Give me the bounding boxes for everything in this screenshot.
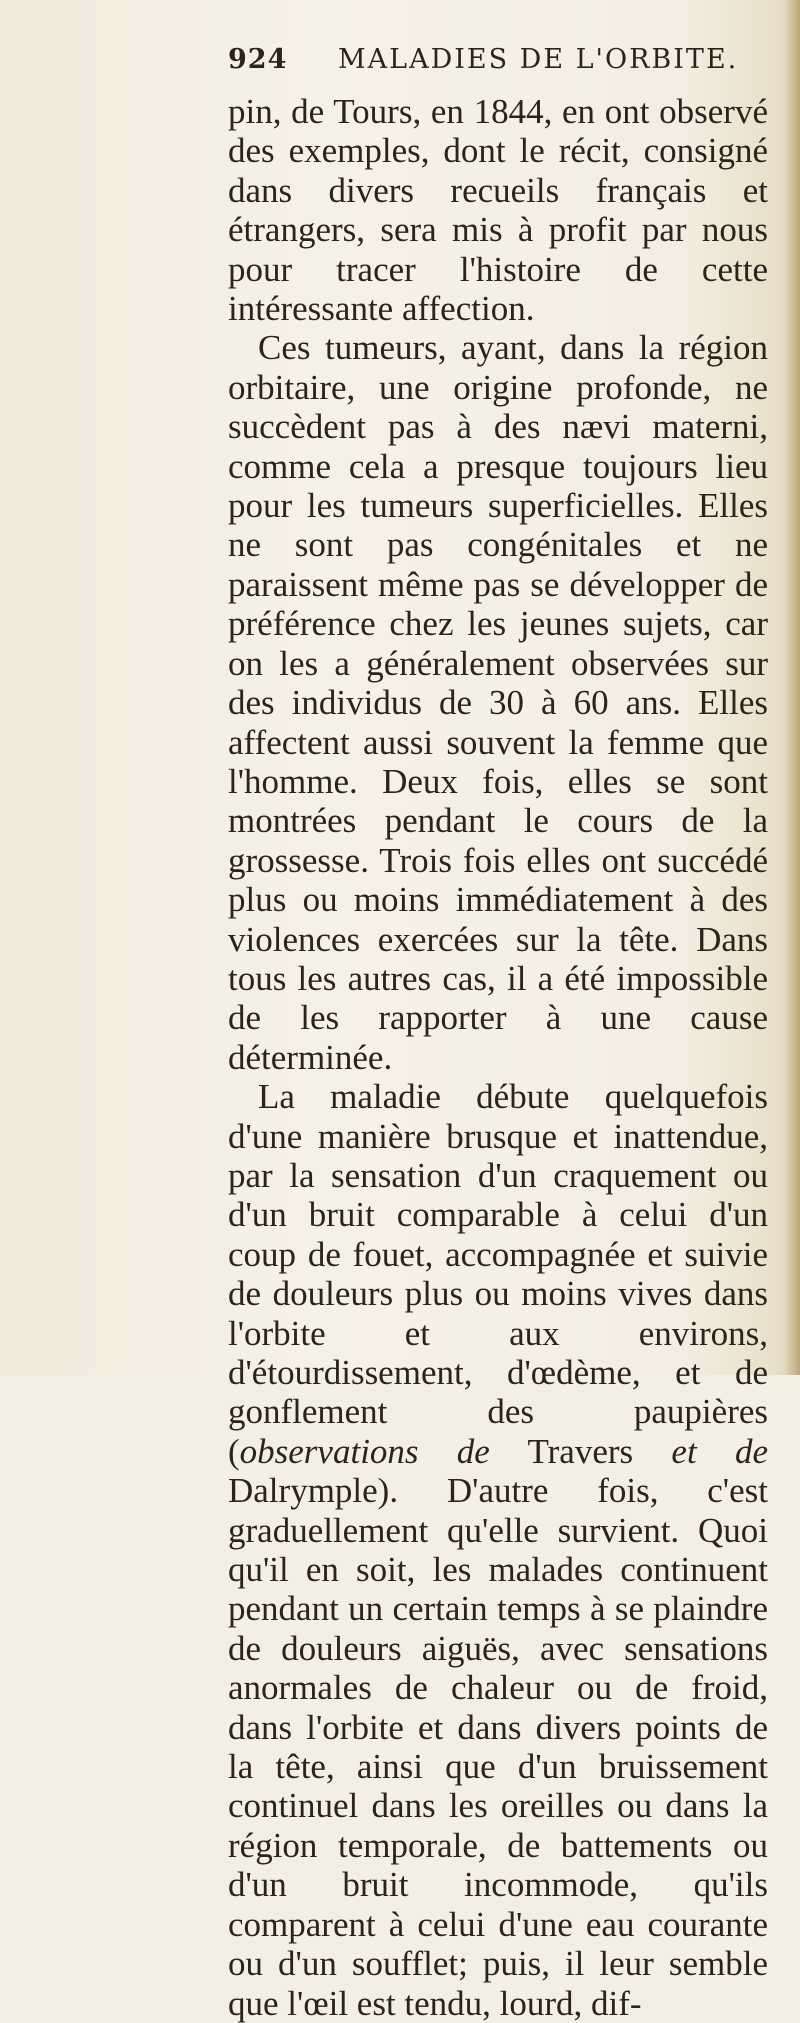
paragraph-2: Ces tumeurs, ayant, dans la région orbitaire, une origine profonde, ne succèdent pas à des nævi materni, comme cela a presque toujours lieu pour les tumeurs superficielles. Elles ne sont pas congénitales et ne paraissent même pas se développer de préférence chez les jeunes sujets, car on les a généralement observées sur des individus de 30 à 60 ans. Elles affectent aussi souvent la femme que l'homme. Deux fois, elles se sont montrées pendant le cours de la grossesse. Trois fois elles ont succédé plus ou moins immédiatement à des violences exercées sur la tête. Dans tous les autres cas, il a été impossible de les rapporter à une cause déterminée.: [228, 328, 768, 1077]
paragraph-3-italic: observations de: [239, 1431, 490, 1471]
paragraph-3-end: Dalrymple). D'autre fois, c'est graduellement qu'elle survient. Quoi qu'il en soit, les malades continuent pendant un certain temps à se plaindre de douleurs aiguës, avec sensations anormales de chaleur ou de froid, dans l'orbite et dans divers points de la tête, ainsi que d'un bruissement continuel dans les oreilles ou dans la région temporale, de battements ou d'un bruit incommode, qu'ils comparent à celui d'une eau courante ou d'un soufflet; puis, il leur semble que l'œil est tendu, lourd, dif-: [228, 1471, 768, 2023]
running-title: MALADIES DE L'ORBITE.: [338, 44, 739, 75]
paragraph-3: [228, 1077, 768, 2023]
paragraph-3-author-travers: Travers: [489, 1431, 672, 1471]
page-header: [228, 44, 768, 84]
paragraph-3-start: La maladie débute quelquefois d'une manière brusque et inattendue, par la sensation d'un craquement ou d'un bruit comparable à celui d'un coup de fouet, accompagnée et suivie de douleurs plus ou moins vives dans l'orbite et aux environs, d'étourdissement, d'œdème, et de gonflement des paupières (: [228, 1077, 768, 1471]
page-number: 924: [228, 44, 288, 75]
paragraph-3-italic-2: et de: [671, 1431, 768, 1471]
page-edge: [786, 0, 800, 1375]
body-text: [228, 92, 768, 2023]
paragraph-1: pin, de Tours, en 1844, en ont observé des exemples, dont le récit, consigné dans divers recueils français et étrangers, sera mis à profit par nous pour tracer l'histoire de cette intéressante affection.: [228, 92, 768, 329]
